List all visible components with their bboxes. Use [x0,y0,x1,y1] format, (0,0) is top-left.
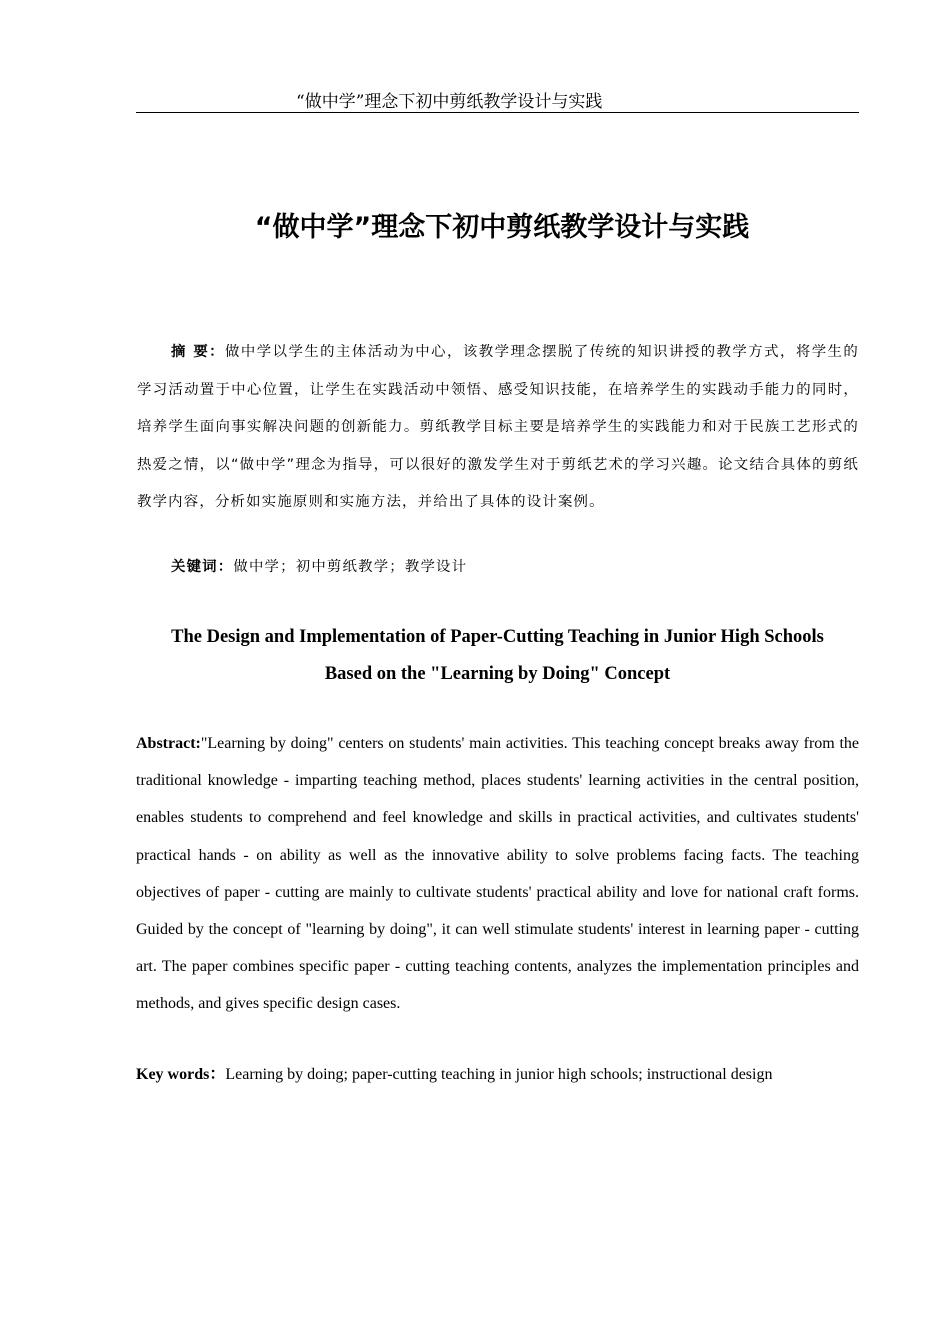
english-keywords-label: Key words： [136,1066,226,1083]
chinese-abstract-label: 摘 要： [171,344,226,360]
english-abstract-text: "Learning by doing" centers on students' main activities. This teaching concept breaks away from the traditional knowledge - imparting teaching method, places students' learning activities in the central position, enables students to comprehend and feel knowledge and skills in practical activities, and cultivates students' practical hands - on ability as well as the innovative ability to solve problems facing facts. The teaching objectives of paper - cutting are mainly to cultivate students' practical ability and love for national craft forms. Guided by the concept of "learning by doing", it can well stimulate students' interest in learning paper - cutting art. The paper combines specific paper - cutting teaching contents, analyzes the implementation principles and methods, and gives specific design cases. [136,735,859,1013]
english-title-line-1: The Design and Implementation of Paper-Cutting Teaching in Junior High Schools [171,627,824,647]
chinese-abstract [137,334,859,522]
chinese-title: “做中学”理念下初中剪纸教学设计与实践 [254,212,750,243]
english-title [136,619,859,693]
chinese-keywords [171,554,467,580]
running-header [136,92,859,113]
chinese-keywords-text: 做中学；初中剪纸教学；教学设计 [233,559,468,575]
english-abstract [136,725,859,1023]
chinese-keywords-label: 关键词： [171,559,234,575]
running-header-title: “做中学”理念下初中剪纸教学设计与实践 [296,92,603,112]
english-keywords-text: Learning by doing; paper-cutting teaching in junior high schools; instructional design [225,1066,773,1083]
english-abstract-label: Abstract: [136,735,201,752]
english-keywords [136,1062,772,1088]
english-title-line-2: Based on the "Learning by Doing" Concept [324,664,671,684]
chinese-abstract-text: 做中学以学生的主体活动为中心，该教学理念摆脱了传统的知识讲授的教学方式，将学生的学习活动置于中心位置，让学生在实践活动中领悟、感受知识技能，在培养学生的实践动手能力的同时，培养学生面向事实解决问题的创新能力。剪纸教学目标主要是培养学生的实践能力和对于民族工艺形式的热爱之情，以“做中学”理念为指导，可以很好的激发学生对于剪纸艺术的学习兴趣。论文结合具体的剪纸教学内容，分析如实施原则和实施方法，并给出了具体的设计案例。 [137,344,859,511]
